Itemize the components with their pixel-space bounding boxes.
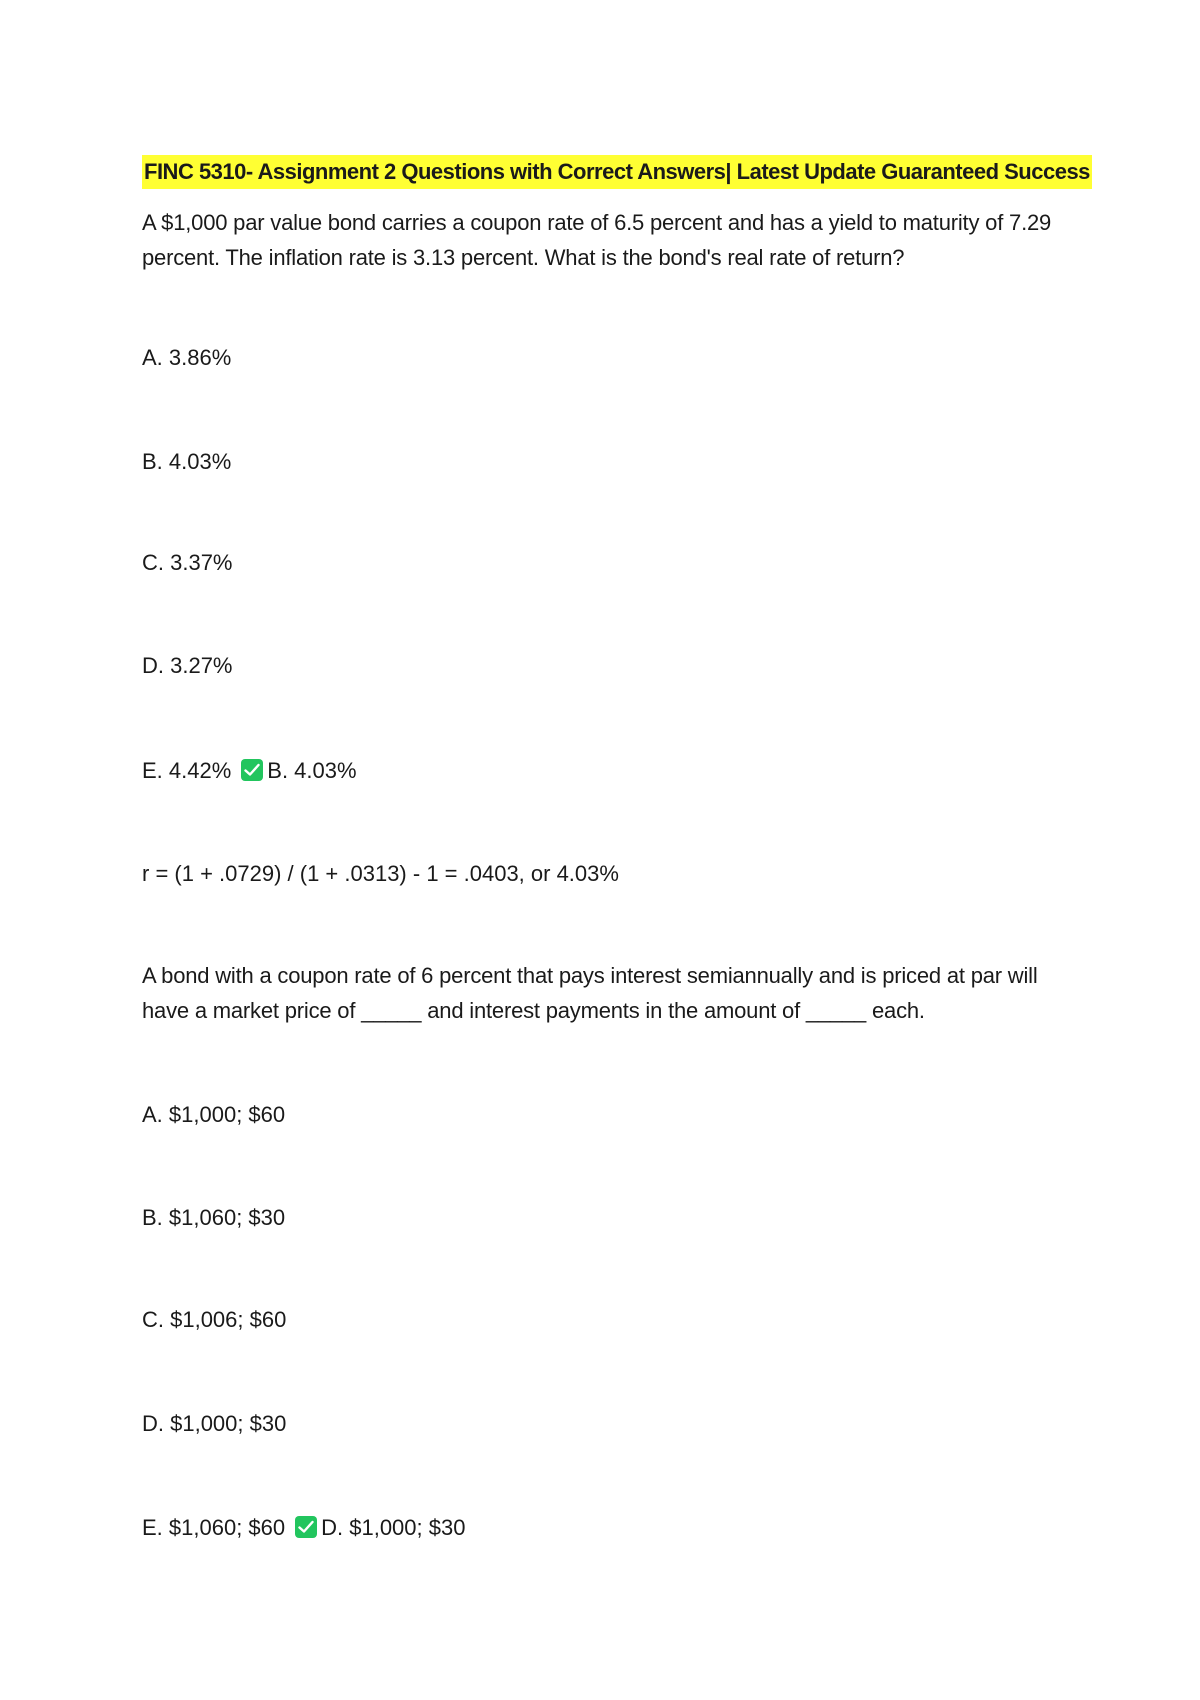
question-1-option-a: A. 3.86%: [142, 345, 232, 370]
question-1-option-b: B. 4.03%: [142, 449, 232, 474]
checkmark-icon: [295, 1516, 317, 1538]
question-1-option-e: E. 4.42%: [142, 758, 232, 783]
question-2-text: A bond with a coupon rate of 6 percent that pays interest semiannually and is priced at par will have a market price of _____ and interest payments in the amount of _____ each.: [142, 963, 1038, 1023]
question-1-option-e-row: [142, 756, 357, 786]
checkmark-icon: [241, 759, 263, 781]
question-2-option-b: B. $1,060; $30: [142, 1205, 286, 1230]
question-2-option-e: E. $1,060; $60: [142, 1515, 286, 1540]
question-1-option-d: D. 3.27%: [142, 653, 233, 678]
question-1-answer: B. 4.03%: [267, 758, 357, 783]
question-2-answer: D. $1,000; $30: [321, 1515, 466, 1540]
question-2-option-a: A. $1,000; $60: [142, 1102, 286, 1127]
question-1-text: A $1,000 par value bond carries a coupon rate of 6.5 percent and has a yield to maturity of 7.29 percent. The inflation rate is 3.13 percent. What is the bond's real rate of return?: [142, 210, 1052, 270]
question-1-option-c: C. 3.37%: [142, 550, 233, 575]
question-1-explanation: r = (1 + .0729) / (1 + .0313) - 1 = .0403, or 4.03%: [142, 861, 619, 886]
question-2-option-e-row: [142, 1513, 465, 1543]
document-title: FINC 5310- Assignment 2 Questions with Correct Answers| Latest Update Guaranteed Success: [142, 155, 1092, 189]
question-2-option-c: C. $1,006; $60: [142, 1307, 287, 1332]
question-2-option-d: D. $1,000; $30: [142, 1411, 287, 1436]
